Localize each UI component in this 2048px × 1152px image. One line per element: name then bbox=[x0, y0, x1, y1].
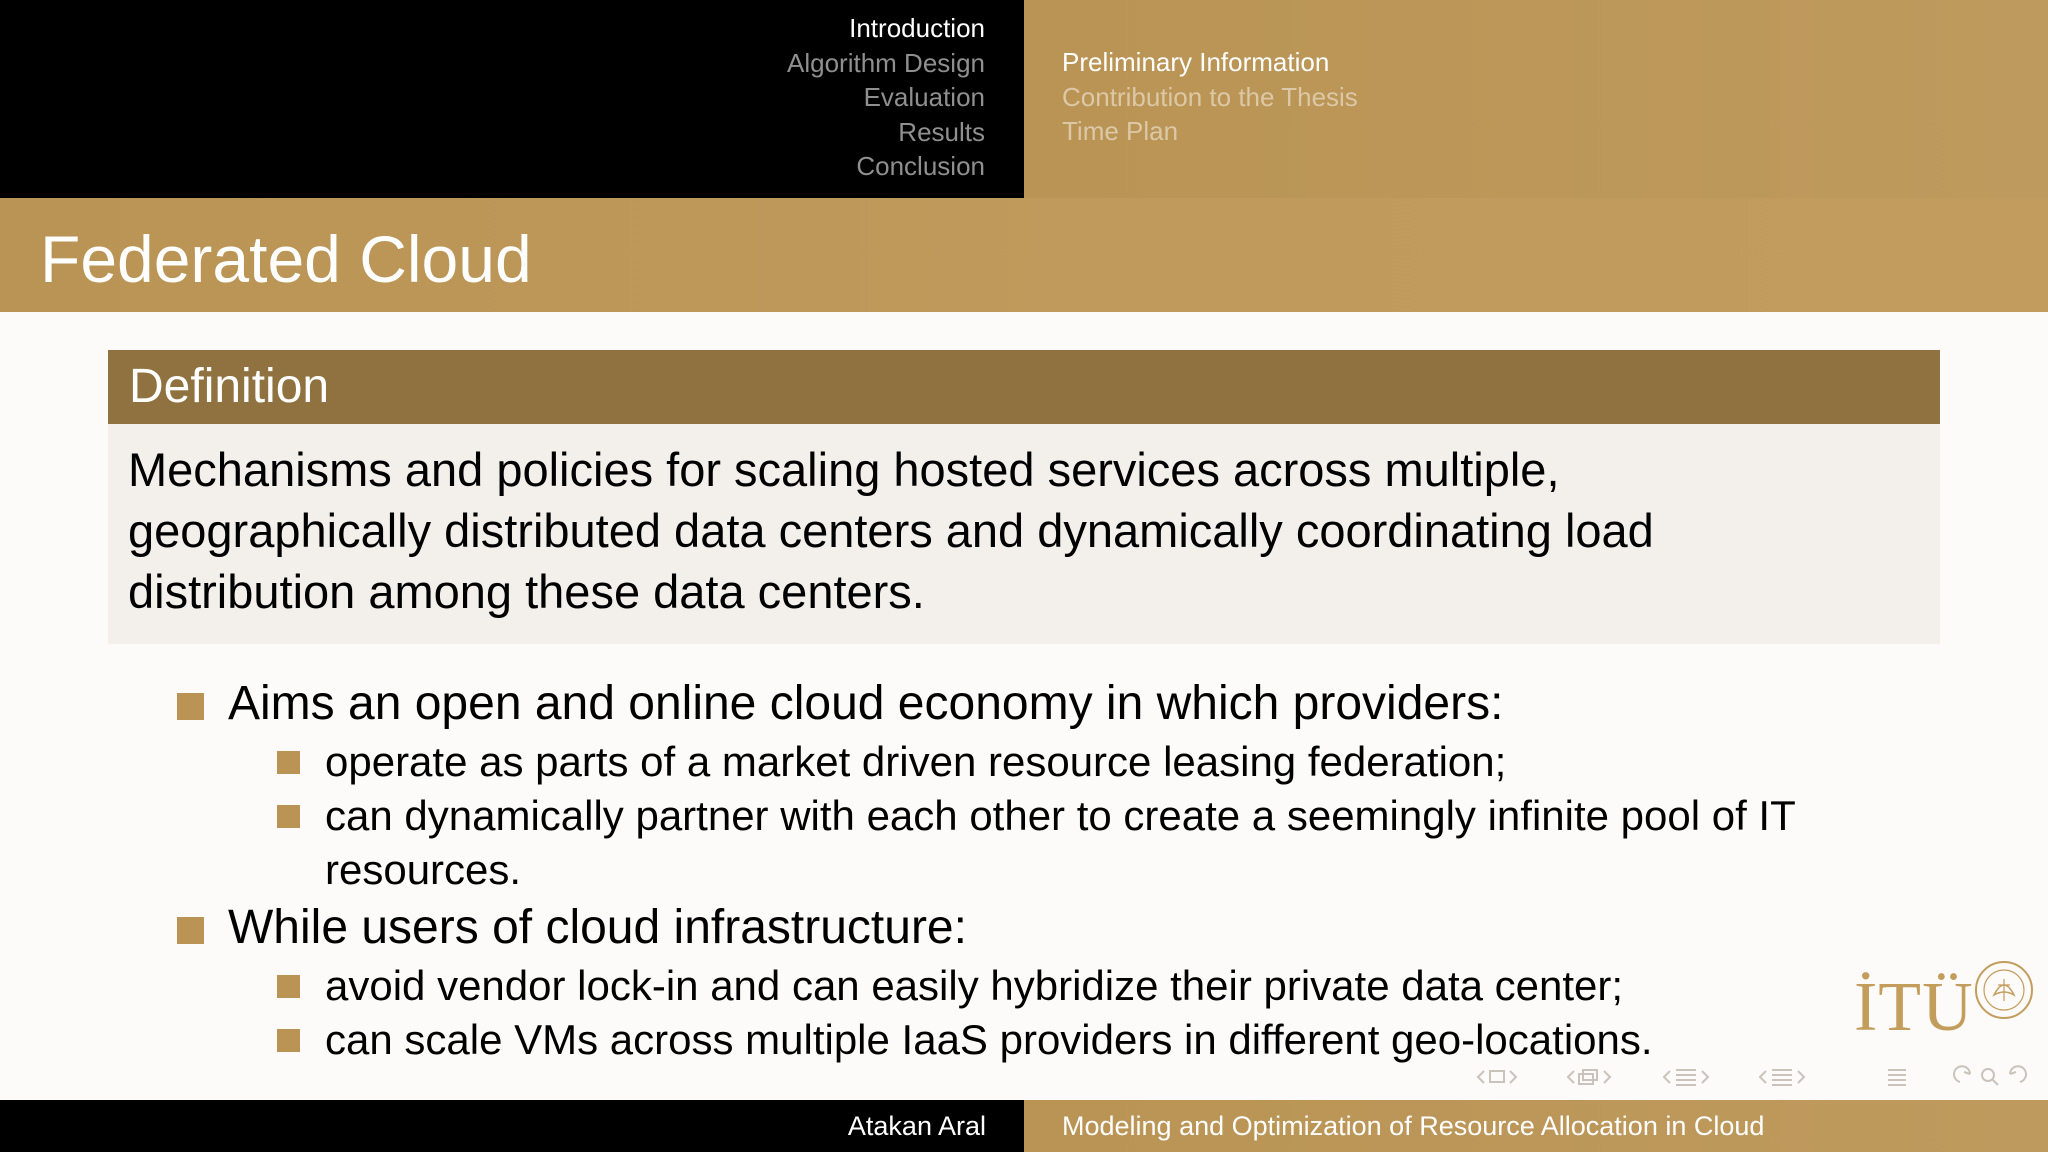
section-evaluation[interactable]: Evaluation bbox=[863, 82, 985, 112]
footer-author-panel bbox=[0, 1100, 1024, 1152]
list-item-text: Aims an open and online cloud economy in which providers: bbox=[228, 677, 1504, 730]
definition-heading: Definition bbox=[108, 350, 1940, 424]
document-nav-icon[interactable] bbox=[1760, 1070, 1804, 1085]
list-item-text: can dynamically partner with each other to create a seemingly infinite pool of IT bbox=[325, 792, 1796, 839]
bullet-square-icon bbox=[277, 751, 300, 774]
list-subitem bbox=[325, 959, 1623, 1013]
list-item bbox=[228, 900, 967, 956]
subsection-contribution[interactable]: Contribution to the Thesis bbox=[1062, 81, 1358, 112]
definition-line: Mechanisms and policies for scaling hosted services across multiple, bbox=[128, 443, 1560, 496]
list-subitem bbox=[325, 1013, 1653, 1067]
definition-block bbox=[108, 350, 1940, 644]
list-item-text: resources. bbox=[325, 846, 522, 893]
definition-line: geographically distributed data centers and dynamically coordinating load bbox=[128, 504, 1654, 557]
beamer-navigation-symbols bbox=[1470, 1062, 2040, 1092]
frame-title: Federated Cloud bbox=[40, 222, 532, 296]
frame-nav-icon[interactable] bbox=[1478, 1071, 1516, 1083]
section-nav-icon[interactable] bbox=[1664, 1070, 1708, 1085]
section-conclusion[interactable]: Conclusion bbox=[856, 151, 985, 181]
subsection-list bbox=[1062, 45, 1358, 149]
subsection-nav-icon[interactable] bbox=[1568, 1070, 1610, 1084]
bullet-square-icon bbox=[277, 805, 300, 828]
list-subitem bbox=[325, 789, 1796, 843]
section-introduction[interactable]: Introduction bbox=[849, 13, 985, 43]
footer-title-panel bbox=[1024, 1100, 2048, 1152]
section-list bbox=[787, 11, 985, 184]
list-item bbox=[228, 676, 1503, 732]
list-subitem bbox=[325, 735, 1506, 789]
section-nav-panel bbox=[0, 0, 1024, 198]
list-item-text: While users of cloud infrastructure: bbox=[228, 901, 967, 954]
back-forward-search-icon[interactable] bbox=[1954, 1066, 2026, 1085]
footer-presentation-title: Modeling and Optimization of Resource Allocation in Cloud bbox=[1062, 1111, 1765, 1141]
list-item-text: operate as parts of a market driven resource leasing federation; bbox=[325, 738, 1507, 785]
section-algorithm-design[interactable]: Algorithm Design bbox=[787, 47, 985, 78]
bullet-square-icon bbox=[277, 975, 300, 998]
list-item-text: avoid vendor lock-in and can easily hybridize their private data center; bbox=[325, 962, 1624, 1009]
appendix-nav-icon[interactable] bbox=[1888, 1070, 1906, 1085]
subsection-preliminary-information[interactable]: Preliminary Information bbox=[1062, 47, 1330, 77]
section-results[interactable]: Results bbox=[898, 116, 985, 147]
subsection-time-plan[interactable]: Time Plan bbox=[1062, 116, 1179, 146]
definition-body bbox=[108, 424, 1940, 644]
bullet-square-icon bbox=[177, 693, 204, 720]
bullet-square-icon bbox=[277, 1029, 300, 1052]
footer-author: Atakan Aral bbox=[847, 1111, 986, 1141]
definition-line: distribution among these data centers. bbox=[128, 565, 925, 618]
itu-logo bbox=[1852, 945, 2034, 1055]
frame-title-bar bbox=[0, 198, 2048, 312]
list-subitem-continuation bbox=[325, 843, 521, 897]
logo-text: İTÜ bbox=[1854, 969, 1974, 1046]
university-seal-icon bbox=[1974, 945, 2034, 1035]
bullet-square-icon bbox=[177, 917, 204, 944]
subsection-nav-panel bbox=[1024, 0, 2048, 198]
list-item-text: can scale VMs across multiple IaaS providers in different geo-locations. bbox=[325, 1016, 1653, 1063]
footer bbox=[0, 1100, 2048, 1152]
header-navigation bbox=[0, 0, 2048, 198]
